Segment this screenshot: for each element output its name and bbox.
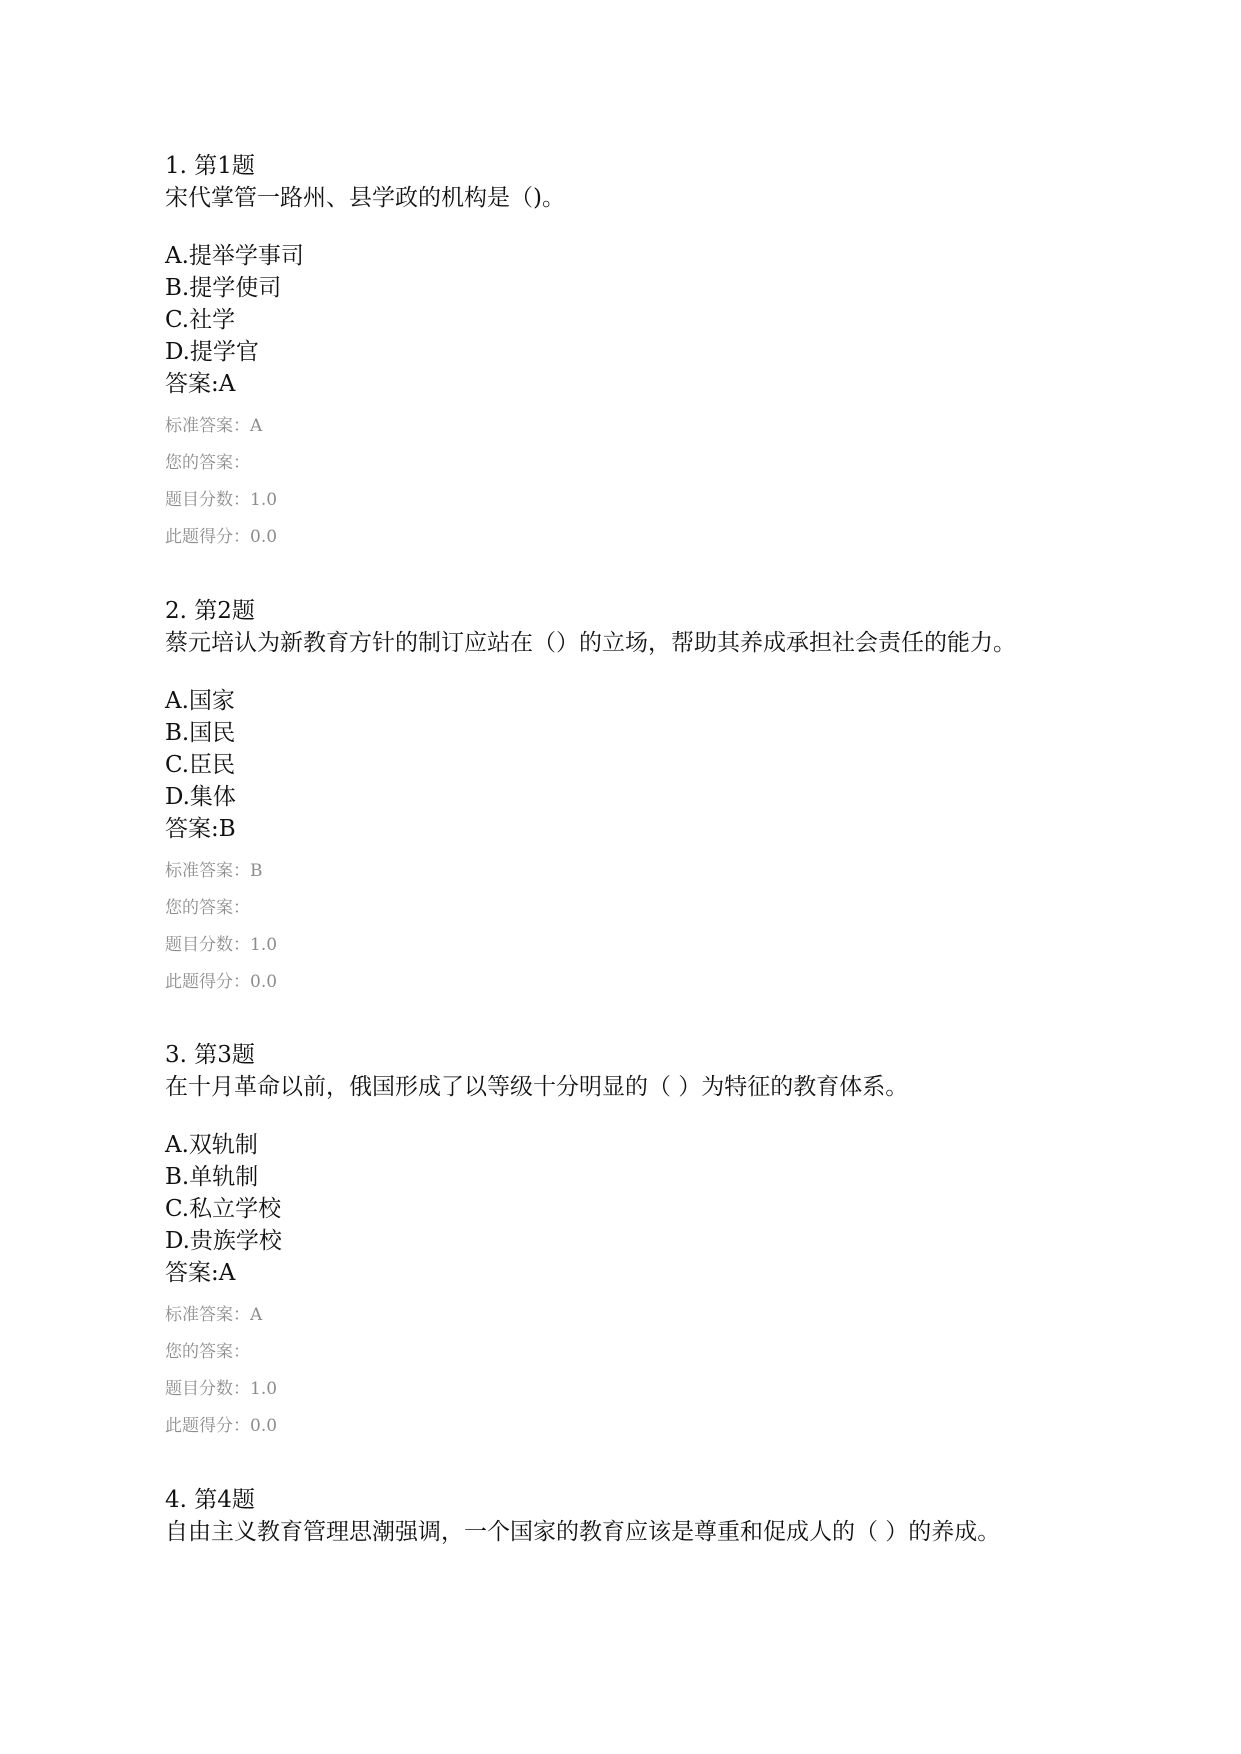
answer-line: 答案:A — [165, 1260, 236, 1286]
earned-score: 此题得分：0.0 — [165, 972, 278, 992]
option-c: C.社学 — [165, 307, 236, 333]
question-score: 题目分数：1.0 — [165, 1379, 278, 1399]
standard-answer: 标准答案：B — [165, 861, 263, 881]
option-b: B.国民 — [165, 720, 236, 746]
question-2 — [165, 595, 1165, 993]
question-stem: 自由主义教育管理思潮强调，一个国家的教育应该是尊重和促成人的（ ）的养成。 — [165, 1519, 1001, 1545]
option-a: A.提举学事司 — [165, 243, 304, 269]
option-b: B.提学使司 — [165, 275, 282, 301]
question-header: 3. 第3题 — [165, 1042, 255, 1068]
question-stem: 蔡元培认为新教育方针的制订应站在（）的立场，帮助其养成承担社会责任的能力。 — [165, 630, 1016, 656]
question-header: 1. 第1题 — [165, 153, 255, 179]
question-stem: 在十月革命以前，俄国形成了以等级十分明显的（ ）为特征的教育体系。 — [165, 1074, 909, 1100]
question-3 — [165, 1039, 1165, 1437]
earned-score: 此题得分：0.0 — [165, 527, 278, 547]
option-c: C.臣民 — [165, 752, 236, 778]
question-1 — [165, 150, 1165, 548]
option-b: B.单轨制 — [165, 1164, 259, 1190]
question-stem: 宋代掌管一路州、县学政的机构是（)。 — [165, 185, 565, 211]
option-c: C.私立学校 — [165, 1196, 282, 1222]
option-d: D.集体 — [165, 784, 236, 810]
earned-score: 此题得分：0.0 — [165, 1416, 278, 1436]
option-a: A.国家 — [165, 688, 235, 714]
question-header: 2. 第2题 — [165, 598, 255, 624]
answer-line: 答案:B — [165, 816, 236, 842]
your-answer: 您的答案： — [165, 453, 250, 473]
option-d: D.贵族学校 — [165, 1228, 282, 1254]
standard-answer: 标准答案：A — [165, 1305, 263, 1325]
your-answer: 您的答案： — [165, 1342, 250, 1362]
question-4 — [165, 1484, 1165, 1574]
question-header: 4. 第4题 — [165, 1487, 255, 1513]
option-a: A.双轨制 — [165, 1132, 258, 1158]
answer-line: 答案:A — [165, 371, 236, 397]
question-score: 题目分数：1.0 — [165, 490, 278, 510]
option-d: D.提学官 — [165, 339, 259, 365]
your-answer: 您的答案： — [165, 898, 250, 918]
standard-answer: 标准答案：A — [165, 416, 263, 436]
question-score: 题目分数：1.0 — [165, 935, 278, 955]
